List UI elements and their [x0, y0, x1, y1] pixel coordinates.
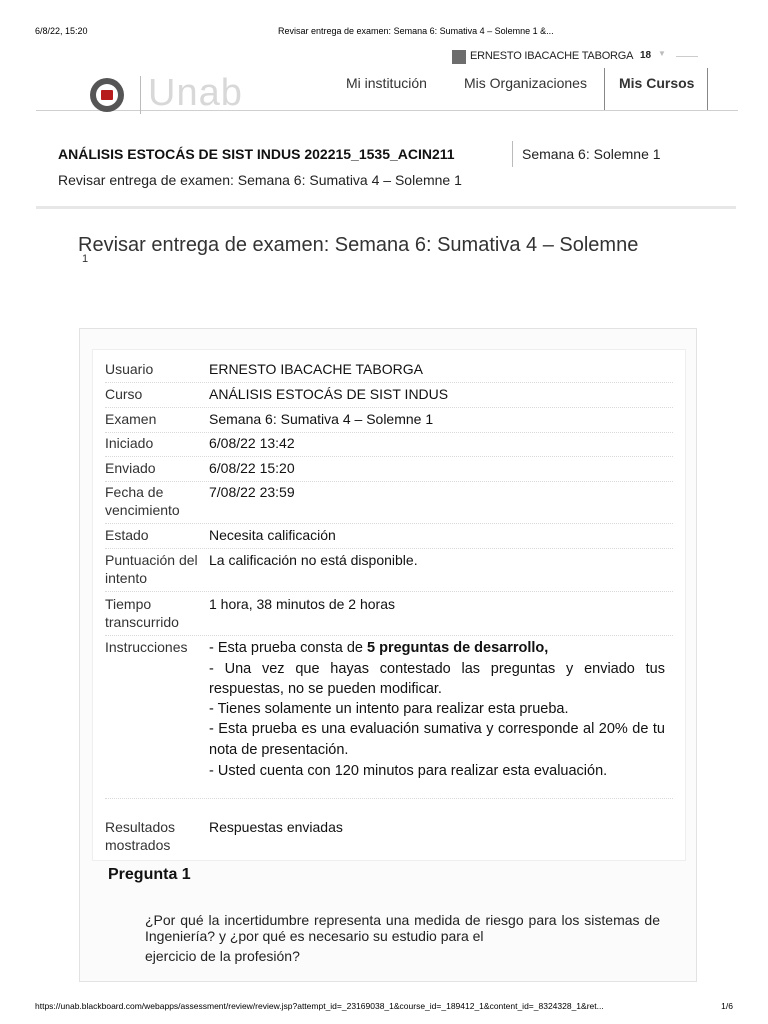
- user-name[interactable]: ERNESTO IBACACHE TABORGA: [470, 50, 634, 62]
- chevron-down-icon[interactable]: ▼: [658, 49, 666, 58]
- instruction-bold: 5 preguntas de desarrollo,: [367, 640, 549, 656]
- logo-divider: [140, 76, 141, 114]
- row-label: Puntuación del intento: [105, 552, 198, 586]
- nav-divider: [604, 68, 605, 110]
- summary-row-tiempo: [105, 593, 673, 636]
- row-label: Iniciado: [105, 435, 154, 451]
- question-title: Pregunta 1: [108, 866, 191, 883]
- top-bar: [36, 44, 738, 114]
- question-text-main: ¿Por qué la incertidumbre representa una medida de riesgo para los sistemas de Ingeniería? y ¿por qué es necesario su estudio para el: [145, 912, 660, 944]
- summary-row-iniciado: [105, 432, 673, 457]
- row-label: Examen: [105, 411, 157, 427]
- row-label: Estado: [105, 527, 149, 543]
- row-label: Tiempo transcurrido: [105, 596, 179, 630]
- instruction-line: - Tienes solamente un intento para realizar esta prueba.: [209, 701, 569, 717]
- row-value: La calificación no está disponible.: [209, 552, 418, 568]
- summary-row-instrucciones: [105, 636, 673, 799]
- print-page-number: 1/6: [721, 1001, 733, 1011]
- instruction-line: [209, 638, 665, 659]
- nav-divider: [707, 68, 708, 110]
- row-value: Respuestas enviadas: [209, 819, 343, 835]
- unab-logo[interactable]: [90, 74, 270, 116]
- row-label: Instrucciones: [105, 639, 188, 655]
- nav-mis-cursos[interactable]: Mis Cursos: [619, 75, 695, 91]
- print-footer: [35, 1001, 733, 1013]
- page-title: Revisar entrega de examen: Semana 6: Sumativa 4 – Solemne: [78, 234, 639, 256]
- instructions-text: [209, 638, 665, 782]
- breadcrumb-divider: [512, 141, 513, 167]
- row-value: Necesita calificación: [209, 527, 336, 543]
- logo-wordmark: Unab: [148, 72, 243, 114]
- print-datetime: 6/8/22, 15:20: [35, 26, 88, 36]
- row-value: 7/08/22 23:59: [209, 484, 295, 500]
- breadcrumb-current: Revisar entrega de examen: Semana 6: Sumativa 4 – Solemne 1: [58, 172, 462, 188]
- row-label: Enviado: [105, 460, 156, 476]
- row-value: 1 hora, 38 minutos de 2 horas: [209, 596, 396, 612]
- print-doc-title: Revisar entrega de examen: Semana 6: Sumativa 4 – Solemne 1 &...: [278, 26, 554, 36]
- print-header: [35, 26, 733, 40]
- row-label: Resultados mostrados: [105, 819, 176, 853]
- instruction-line: - Una vez que hayas contestado las preguntas y enviado tus respuestas, no se pueden modificar.: [209, 661, 665, 697]
- row-value: 6/08/22 13:42: [209, 435, 295, 451]
- divider: [676, 56, 698, 57]
- summary-row-puntuacion: [105, 549, 673, 592]
- row-value: ANÁLISIS ESTOCÁS DE SIST INDUS: [209, 386, 449, 402]
- nav-mis-organizaciones[interactable]: Mis Organizaciones: [464, 75, 587, 91]
- university-seal-icon: [90, 78, 124, 112]
- row-label: Usuario: [105, 361, 154, 377]
- row-label: Fecha de vencimiento: [105, 484, 180, 518]
- summary-table: [92, 349, 686, 861]
- summary-row-resultados: [105, 816, 673, 860]
- nav-mi-institucion[interactable]: Mi institución: [346, 75, 427, 91]
- question-text-end: ejercicio de la profesión?: [145, 948, 300, 964]
- summary-row-curso: [105, 383, 673, 408]
- instruction-line: - Esta prueba es una evaluación sumativa y corresponde al 20% de tu nota de presentación.: [209, 721, 665, 758]
- summary-row-enviado: [105, 457, 673, 482]
- instruction-prefix: - Esta prueba consta de: [209, 640, 367, 656]
- question-text: [145, 912, 660, 964]
- breadcrumb-section[interactable]: Semana 6: Solemne 1: [522, 146, 661, 162]
- summary-row-vencimiento: [105, 481, 673, 524]
- print-url: https://unab.blackboard.com/webapps/assessment/review/review.jsp?attempt_id=_23169038_1&course_id=_189412_1&content_id=_8324328_1&ret...: [35, 1001, 604, 1011]
- row-value: Semana 6: Sumativa 4 – Solemne 1: [209, 411, 434, 427]
- breadcrumb-course[interactable]: ANÁLISIS ESTOCÁS DE SIST INDUS 202215_1535_ACIN211: [58, 146, 455, 162]
- row-label: Curso: [105, 386, 143, 402]
- row-value: ERNESTO IBACACHE TABORGA: [209, 361, 423, 377]
- summary-row-usuario: [105, 358, 673, 383]
- instruction-line: - Usted cuenta con 120 minutos para realizar esta evaluación.: [209, 763, 608, 779]
- summary-row-estado: [105, 524, 673, 549]
- page-title-fragment: 1: [82, 253, 89, 265]
- avatar: [452, 50, 466, 64]
- row-value: 6/08/22 15:20: [209, 460, 295, 476]
- summary-row-examen: [105, 408, 673, 433]
- notification-badge[interactable]: 18: [640, 50, 652, 61]
- breadcrumb: [36, 140, 736, 209]
